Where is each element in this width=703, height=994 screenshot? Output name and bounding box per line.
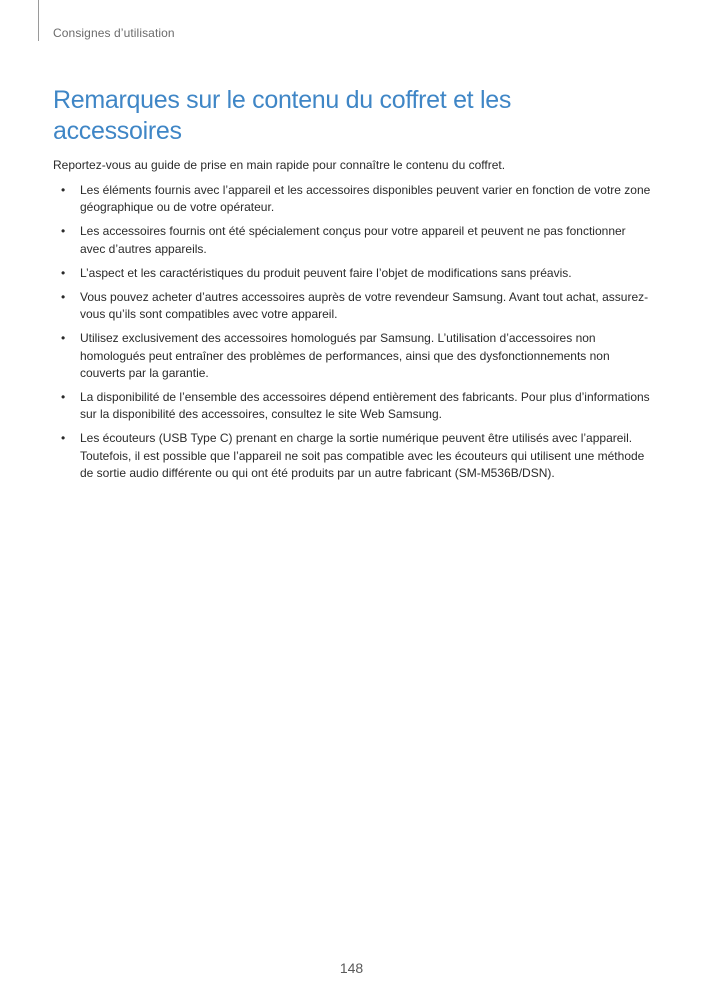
list-item (53, 289, 653, 323)
list-item (53, 389, 653, 423)
list-item-text: L’aspect et les caractéristiques du produit peuvent faire l’objet de modifications sans préavis. (80, 265, 572, 280)
bullet-icon: • (61, 183, 66, 197)
page-number: 148 (339, 960, 364, 976)
bullet-icon: • (61, 290, 66, 305)
list-item-text: La disponibilité de l’ensemble des accessoires dépend entièrement des fabricants. Pour plus d’informations sur la disponibilité des accessoires, consultez le site Web Samsung. (80, 390, 650, 422)
page-title: Remarques sur le contenu du coffret et les accessoires (53, 86, 512, 145)
header-divider (38, 0, 39, 41)
bullet-icon: • (61, 331, 66, 346)
bullet-icon: • (61, 224, 66, 239)
bullet-list (53, 182, 653, 489)
list-item-text: Vous pouvez acheter d’autres accessoires auprès de votre revendeur Samsung. Avant tout achat, assurez-vous qu’ils sont compatibles avec votre appareil. (80, 290, 649, 322)
list-item-text: Les éléments fournis avec l’appareil et les accessoires disponibles peuvent varier en fonction de votre zone géographique ou de votre opérateur. (80, 183, 651, 215)
list-item (53, 430, 653, 482)
list-item (53, 330, 653, 382)
bullet-icon: • (61, 390, 66, 405)
list-item (53, 223, 653, 257)
section-header: Consignes d’utilisation (53, 26, 175, 40)
bullet-icon: • (61, 265, 66, 280)
list-item-text: Utilisez exclusivement des accessoires homologués par Samsung. L’utilisation d’accessoires non homologués peut entraîner des problèmes de performances, ainsi que des dysfonctionnements non couverts par la garantie. (80, 331, 610, 380)
list-item (53, 265, 653, 282)
list-item-text: Les accessoires fournis ont été spécialement conçus pour votre appareil et peuvent ne pas fonctionner avec d’autres appareils. (80, 224, 626, 256)
list-item-text: Les écouteurs (USB Type C) prenant en charge la sortie numérique peuvent être utilisés avec l’appareil. Toutefois, il est possible que l’appareil ne soit pas compatible avec les écouteurs qui utilisent une méthode de sortie audio différente ou qui ont été produits par un autre fabricant (SM-M536B/DSN). (80, 431, 645, 480)
bullet-icon: • (61, 431, 66, 446)
list-item (53, 182, 653, 216)
intro-paragraph: Reportez-vous au guide de prise en main rapide pour connaître le contenu du coffret. (53, 158, 506, 172)
